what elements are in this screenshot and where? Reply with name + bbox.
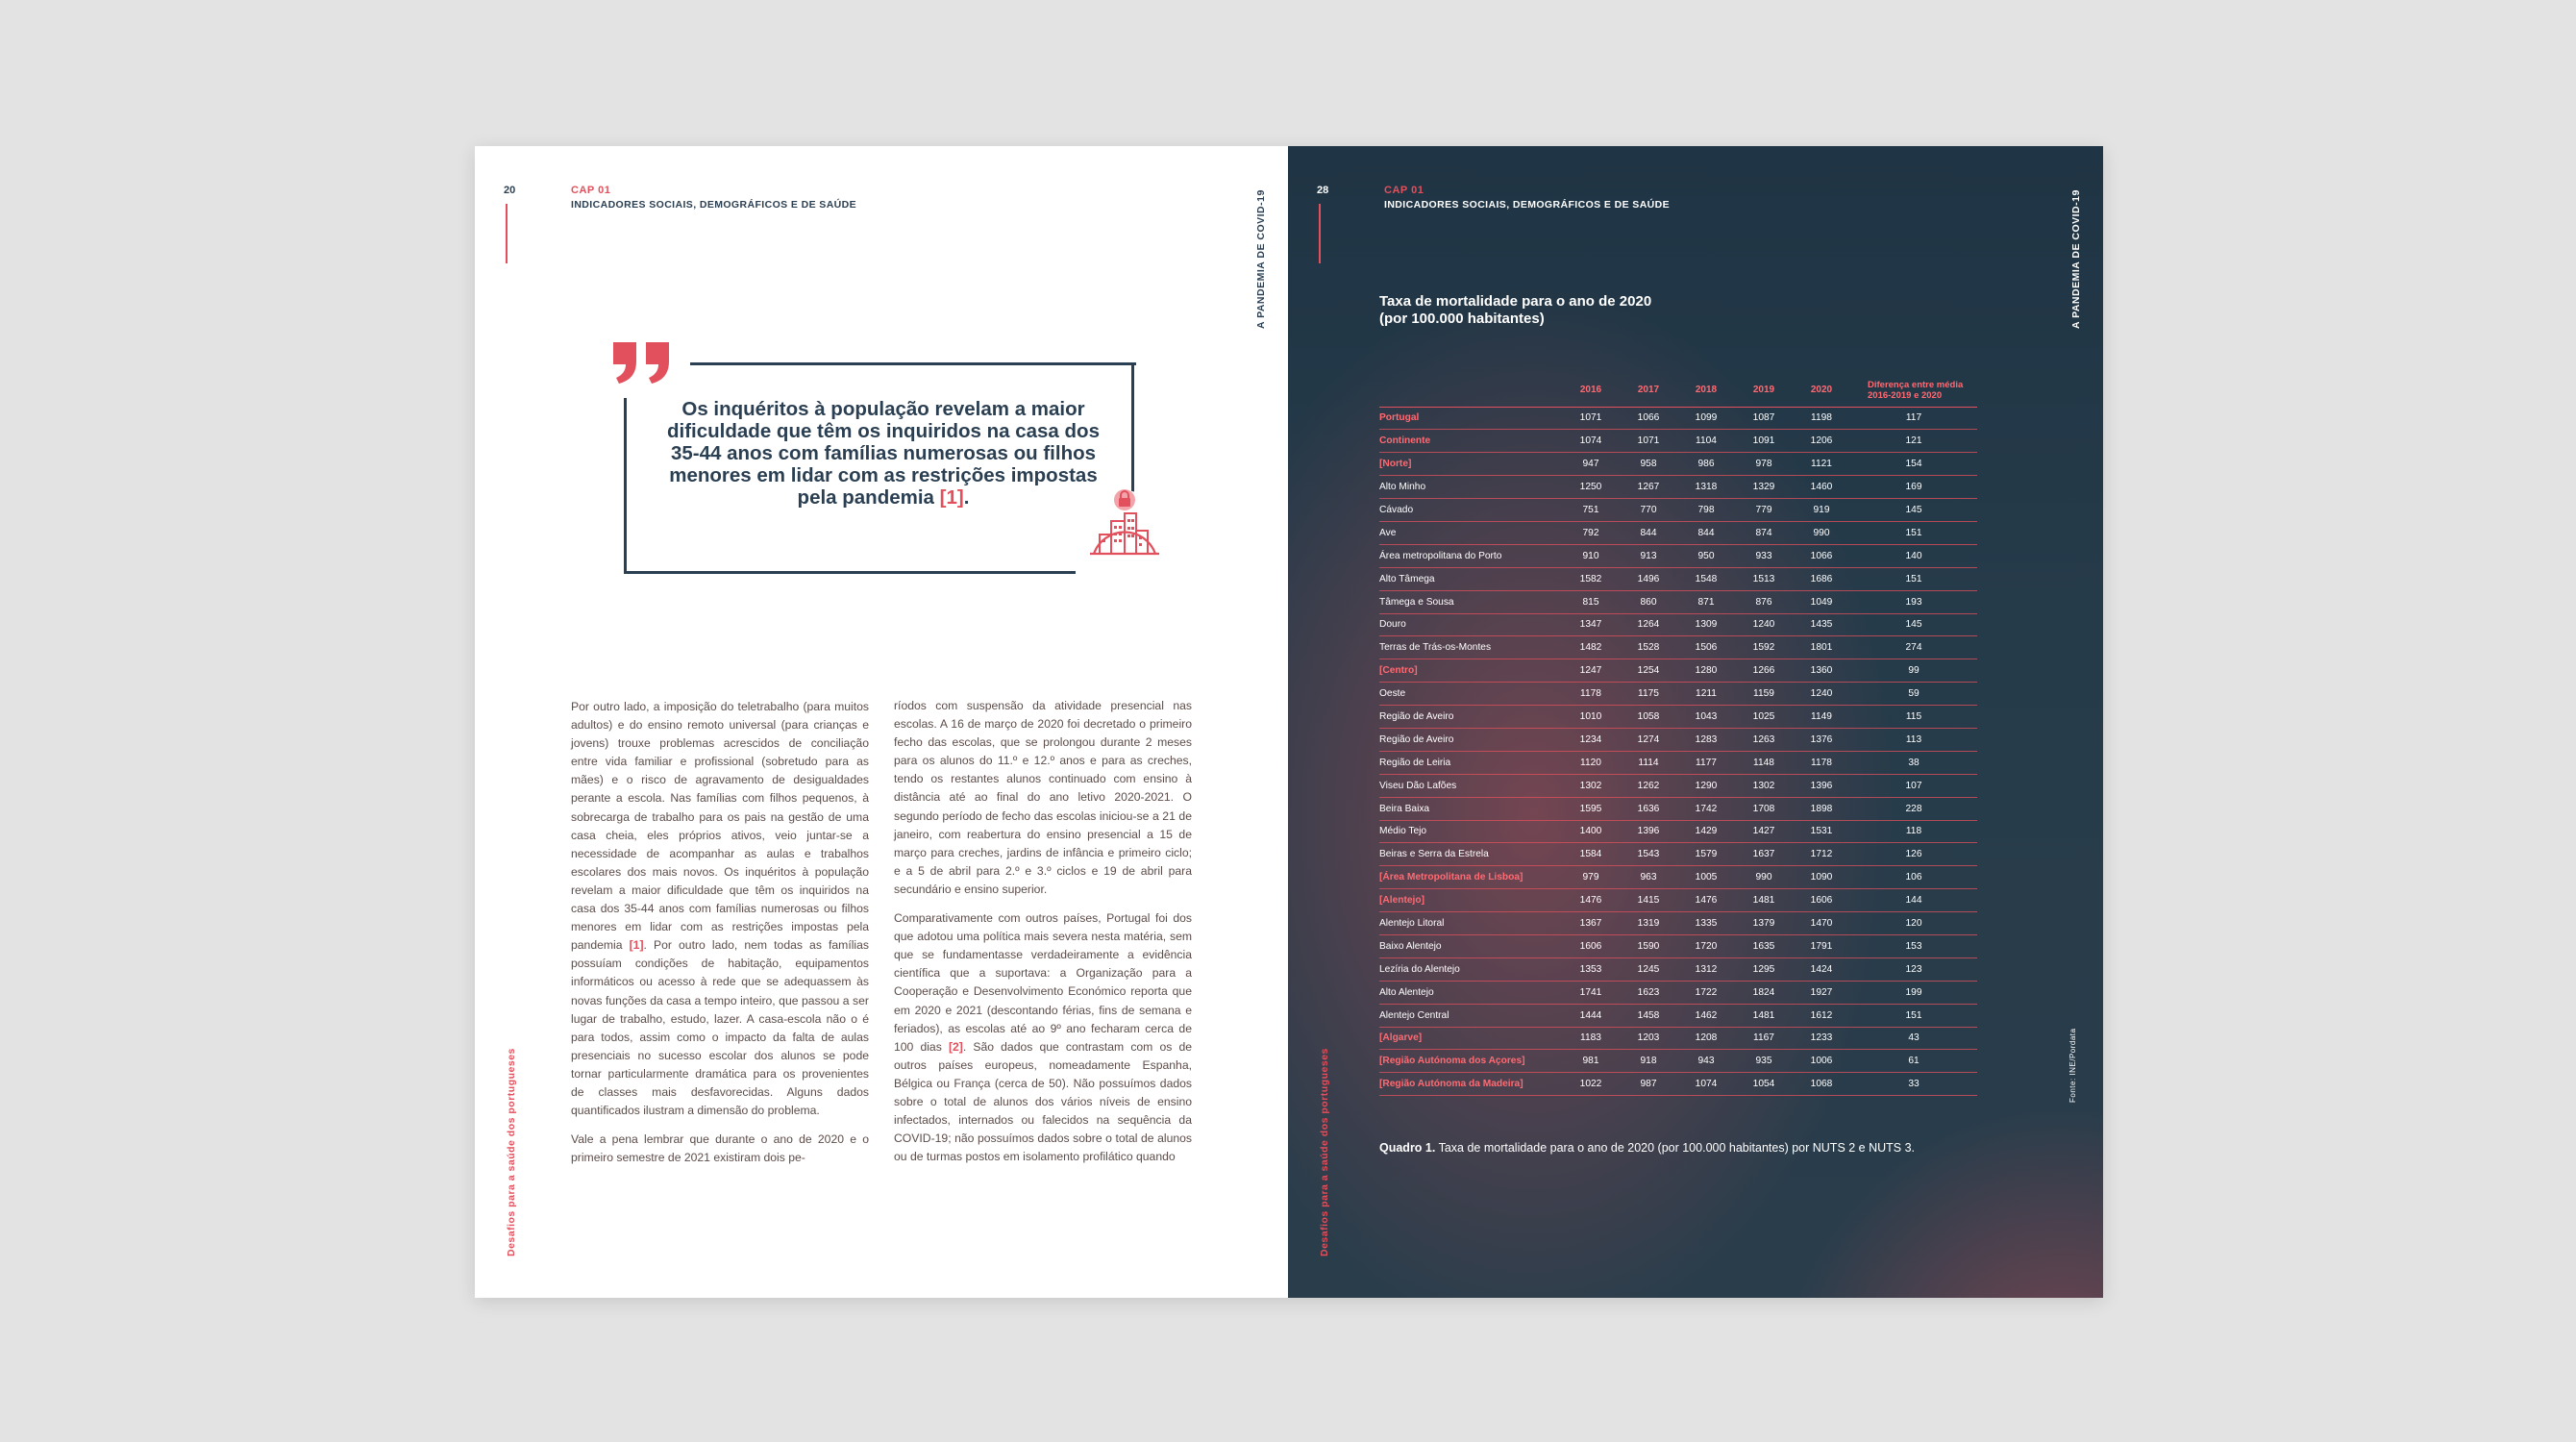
quote-frame-left [624, 398, 627, 574]
table-cell: 1074 [1677, 1073, 1735, 1096]
page-number: 28 [1317, 185, 1329, 196]
table-cell: 1120 [1562, 751, 1620, 774]
table-cell: 169 [1850, 476, 1977, 499]
paragraph-text: . São dados que contrastam com os de outros países europeus, nomeadamente Espanha, Bélgica ou França (cerca de 50). Não possuímos dados sobre o total de alunos dos vários níveis de ensino infectados, internados ou falecidos na sequência da COVID-19; não possuímos dados sobre o total de alunos ou de turmas postos em isolamento profilático quando [894, 1039, 1192, 1164]
table-cell: 1898 [1793, 797, 1850, 820]
table-cell: 1066 [1620, 407, 1677, 430]
table-cell: 193 [1850, 590, 1977, 613]
table-cell: 1400 [1562, 820, 1620, 843]
table-row [1379, 683, 1977, 706]
reference-link[interactable]: [1] [629, 938, 644, 953]
table-cell: 1592 [1735, 636, 1793, 659]
table-cell: 1376 [1793, 728, 1850, 751]
table-cell: 1054 [1735, 1073, 1793, 1096]
row-label: Douro [1379, 613, 1562, 636]
table-cell: 1708 [1735, 797, 1793, 820]
table-row [1379, 476, 1977, 499]
table-cell: 1462 [1677, 1004, 1735, 1027]
table-header: 2019 [1735, 374, 1793, 407]
table-cell: 144 [1850, 889, 1977, 912]
table-cell: 1582 [1562, 567, 1620, 590]
table-cell: 860 [1620, 590, 1677, 613]
table-cell: 1435 [1793, 613, 1850, 636]
section-title: INDICADORES SOCIAIS, DEMOGRÁFICOS E DE SAÚDE [1384, 199, 1671, 211]
table-title-line: Taxa de mortalidade para o ano de 2020 [1379, 293, 1652, 310]
table-cell: 117 [1850, 407, 1977, 430]
row-label: Área metropolitana do Porto [1379, 544, 1562, 567]
table-row [1379, 590, 1977, 613]
table-cell: 1353 [1562, 957, 1620, 981]
table-cell: 1379 [1735, 912, 1793, 935]
row-label: [Centro] [1379, 659, 1562, 683]
table-cell: 1121 [1793, 453, 1850, 476]
table-cell: 1548 [1677, 567, 1735, 590]
table-cell: 798 [1677, 499, 1735, 522]
row-label: Alto Tâmega [1379, 567, 1562, 590]
table-cell: 1470 [1793, 912, 1850, 935]
table-cell: 1247 [1562, 659, 1620, 683]
chapter-label: CAP 01 [571, 185, 611, 196]
table-cell: 1280 [1677, 659, 1735, 683]
table-cell: 38 [1850, 751, 1977, 774]
table-cell: 1167 [1735, 1027, 1793, 1050]
table-cell: 1579 [1677, 843, 1735, 866]
table-cell: 844 [1620, 521, 1677, 544]
red-accent-line [1319, 204, 1321, 263]
table-row [1379, 981, 1977, 1004]
table-cell: 1022 [1562, 1073, 1620, 1096]
table-cell: 1266 [1735, 659, 1793, 683]
table-cell: 1302 [1735, 774, 1793, 797]
table-cell: 106 [1850, 866, 1977, 889]
table-cell: 1198 [1793, 407, 1850, 430]
table-cell: 990 [1793, 521, 1850, 544]
table-cell: 1335 [1677, 912, 1735, 935]
table-cell: 1637 [1735, 843, 1793, 866]
caption-text: Taxa de mortalidade para o ano de 2020 (por 100.000 habitantes) por NUTS 2 e NUTS 3. [1435, 1141, 1916, 1155]
table-cell: 1049 [1793, 590, 1850, 613]
table-cell: 963 [1620, 866, 1677, 889]
right-page [1288, 146, 2103, 1298]
table-cell: 876 [1735, 590, 1793, 613]
table-cell: 1741 [1562, 981, 1620, 1004]
paragraph-text: Comparativamente com outros países, Portugal foi dos que adotou uma política mais severa nesta matéria, sem que se fundamentasse verdadeiramente a evidência científica que a suportava: a Organização para a Cooperação e Desenvolvimento Económico reporta que em 2020 e 2021 (descontando férias, fins de semana e feriados), as escolas até ao 9º ano fecharam cerca de 100 dias [894, 911, 1192, 1054]
table-row [1379, 499, 1977, 522]
table-row [1379, 843, 1977, 866]
body-column-2 [894, 697, 1192, 1177]
row-label: Beira Baixa [1379, 797, 1562, 820]
table-cell: 1159 [1735, 683, 1793, 706]
table-cell: 1290 [1677, 774, 1735, 797]
table-cell: 1606 [1562, 934, 1620, 957]
table-cell: 1025 [1735, 706, 1793, 729]
table-cell: 1636 [1620, 797, 1677, 820]
table-cell: 1595 [1562, 797, 1620, 820]
row-label: Região de Leiria [1379, 751, 1562, 774]
table-cell: 990 [1735, 866, 1793, 889]
table-cell: 1071 [1620, 430, 1677, 453]
table-cell: 151 [1850, 521, 1977, 544]
table-cell: 107 [1850, 774, 1977, 797]
table-row [1379, 1027, 1977, 1050]
row-label: [Área Metropolitana de Lisboa] [1379, 866, 1562, 889]
row-label: Região de Aveiro [1379, 706, 1562, 729]
table-row [1379, 1073, 1977, 1096]
table-cell: 1149 [1793, 706, 1850, 729]
table-cell: 1476 [1562, 889, 1620, 912]
quote-end: . [963, 486, 970, 509]
table-row [1379, 1004, 1977, 1027]
table-cell: 33 [1850, 1073, 1977, 1096]
table-cell: 274 [1850, 636, 1977, 659]
table-cell: 844 [1677, 521, 1735, 544]
table-cell: 99 [1850, 659, 1977, 683]
quote-text [653, 398, 1114, 509]
table-header-label [1379, 374, 1562, 407]
table-cell: 1543 [1620, 843, 1677, 866]
table-cell: 1396 [1620, 820, 1677, 843]
source-note: Fonte: INE/Pordata [2068, 1028, 2077, 1103]
row-label: Alentejo Litoral [1379, 912, 1562, 935]
table-cell: 792 [1562, 521, 1620, 544]
table-cell: 199 [1850, 981, 1977, 1004]
table-cell: 1250 [1562, 476, 1620, 499]
table-cell: 1177 [1677, 751, 1735, 774]
table-cell: 1267 [1620, 476, 1677, 499]
table-row [1379, 1050, 1977, 1073]
table-cell: 1148 [1735, 751, 1793, 774]
row-label: [Região Autónoma dos Açores] [1379, 1050, 1562, 1073]
table-cell: 986 [1677, 453, 1735, 476]
table-row [1379, 430, 1977, 453]
table-cell: 1240 [1793, 683, 1850, 706]
table-cell: 958 [1620, 453, 1677, 476]
table-cell: 1481 [1735, 889, 1793, 912]
table-cell: 145 [1850, 499, 1977, 522]
table-cell: 1347 [1562, 613, 1620, 636]
quote-frame-bottom [624, 571, 1076, 574]
table-cell: 1791 [1793, 934, 1850, 957]
table-row [1379, 659, 1977, 683]
table-cell: 1824 [1735, 981, 1793, 1004]
reference-link[interactable]: [2] [948, 1039, 963, 1054]
page-number: 20 [504, 185, 516, 196]
row-label: Alentejo Central [1379, 1004, 1562, 1027]
table-cell: 1087 [1735, 407, 1793, 430]
table-cell: 1606 [1793, 889, 1850, 912]
row-label: Terras de Trás-os-Montes [1379, 636, 1562, 659]
table-cell: 978 [1735, 453, 1793, 476]
row-label: Cávado [1379, 499, 1562, 522]
table-cell: 1071 [1562, 407, 1620, 430]
table-cell: 43 [1850, 1027, 1977, 1050]
table-row [1379, 934, 1977, 957]
table-cell: 1590 [1620, 934, 1677, 957]
table-cell: 1099 [1677, 407, 1735, 430]
table-title [1379, 293, 1651, 328]
table-cell: 1006 [1793, 1050, 1850, 1073]
table-cell: 113 [1850, 728, 1977, 751]
table-cell: 943 [1677, 1050, 1735, 1073]
row-label: Região de Aveiro [1379, 728, 1562, 751]
table-cell: 1010 [1562, 706, 1620, 729]
table-row [1379, 453, 1977, 476]
table-cell: 1496 [1620, 567, 1677, 590]
quote-mark-icon [611, 340, 673, 385]
table-cell: 770 [1620, 499, 1677, 522]
table-cell: 1635 [1735, 934, 1793, 957]
table-cell: 1686 [1793, 567, 1850, 590]
table-cell: 1612 [1793, 1004, 1850, 1027]
footer-title: Desafios para a saúde dos portugueses [1319, 1048, 1330, 1256]
table-cell: 1263 [1735, 728, 1793, 751]
table-row [1379, 889, 1977, 912]
paragraph: ríodos com suspensão da atividade presencial nas escolas. A 16 de março de 2020 foi decretado o primeiro fecho das escolas, que se prolongou durante 2 meses para os alunos do 11.º e 12.º anos e para as creches, tendo os restantes alunos continuado com ensino à distância até ao final do ano letivo 2020-2021. O segundo período de fecho das escolas iniciou-se a 21 de janeiro, com reabertura do ensino presencial a 15 de março para creches, jardins de infância e primeiro ciclo; e a 5 de abril para 2.º e 3.º ciclos e 19 de abril para secundário e ensino superior. [894, 699, 1192, 896]
table-cell: 228 [1850, 797, 1977, 820]
table-cell: 121 [1850, 430, 1977, 453]
table-row [1379, 797, 1977, 820]
table-header-row [1379, 374, 1977, 407]
table-cell: 1090 [1793, 866, 1850, 889]
row-label: [Alentejo] [1379, 889, 1562, 912]
table-cell: 140 [1850, 544, 1977, 567]
table-cell: 1178 [1562, 683, 1620, 706]
table-cell: 154 [1850, 453, 1977, 476]
table-cell: 919 [1793, 499, 1850, 522]
table-cell: 1274 [1620, 728, 1677, 751]
chapter-label: CAP 01 [1384, 185, 1424, 196]
table-cell: 950 [1677, 544, 1735, 567]
table-cell: 1476 [1677, 889, 1735, 912]
table-cell: 1233 [1793, 1027, 1850, 1050]
red-accent-line [506, 204, 508, 263]
paragraph: Vale a pena lembrar que durante o ano de 2020 e o primeiro semestre de 2021 existiram dois pe- [571, 1132, 869, 1165]
table-cell: 1005 [1677, 866, 1735, 889]
table-cell: 1245 [1620, 957, 1677, 981]
row-label: Oeste [1379, 683, 1562, 706]
table-cell: 935 [1735, 1050, 1793, 1073]
table-cell: 153 [1850, 934, 1977, 957]
table-cell: 1178 [1793, 751, 1850, 774]
table-caption [1379, 1141, 1915, 1155]
mortality-table [1379, 374, 1977, 1096]
table-row [1379, 706, 1977, 729]
table-row [1379, 407, 1977, 430]
quote-body: Os inquéritos à população revelam a maior dificuldade que têm os inquiridos na casa dos 35-44 anos com famílias numerosas ou filhos menores em lidar com as restrições impostas pela pandemia [667, 398, 1100, 509]
row-label: Continente [1379, 430, 1562, 453]
table-cell: 1742 [1677, 797, 1735, 820]
table-row [1379, 866, 1977, 889]
table-cell: 151 [1850, 567, 1977, 590]
table-cell: 123 [1850, 957, 1977, 981]
table-row [1379, 544, 1977, 567]
table-cell: 1183 [1562, 1027, 1620, 1050]
table-cell: 1104 [1677, 430, 1735, 453]
paragraph-text: . Por outro lado, nem todas as famílias possuíam condições de habitação, equipamentos informáticos ou acesso à rede que se adequassem às novas funções da casa a tempo inteiro, que passou a ser lugar de trabalho, estudo, lazer. A casa-escola não o é para todos, assim como o impacto da falta de aulas presenciais no sucesso escolar dos alunos se pode tornar particularmente dramática para os provenientes de classes mais desfavorecidas. Alguns dados quantificados ilustram a dimensão do problema. [571, 938, 869, 1118]
table-header: 2017 [1620, 374, 1677, 407]
row-label: [Algarve] [1379, 1027, 1562, 1050]
table-cell: 1091 [1735, 430, 1793, 453]
table-cell: 913 [1620, 544, 1677, 567]
table-cell: 1722 [1677, 981, 1735, 1004]
row-label: Médio Tejo [1379, 820, 1562, 843]
table-cell: 751 [1562, 499, 1620, 522]
table-cell: 1720 [1677, 934, 1735, 957]
table-cell: 1367 [1562, 912, 1620, 935]
city-lock-icon [1086, 485, 1163, 561]
table-cell: 1262 [1620, 774, 1677, 797]
table-row [1379, 567, 1977, 590]
section-title: INDICADORES SOCIAIS, DEMOGRÁFICOS E DE SAÚDE [571, 199, 857, 211]
table-row [1379, 728, 1977, 751]
table-cell: 1531 [1793, 820, 1850, 843]
table-header: 2020 [1793, 374, 1850, 407]
table-cell: 1312 [1677, 957, 1735, 981]
row-label: Portugal [1379, 407, 1562, 430]
row-label: Viseu Dão Lafões [1379, 774, 1562, 797]
table-cell: 1506 [1677, 636, 1735, 659]
paragraph [571, 698, 869, 1120]
table-cell: 1254 [1620, 659, 1677, 683]
row-label: [Região Autónoma da Madeira] [1379, 1073, 1562, 1096]
table-cell: 1623 [1620, 981, 1677, 1004]
table-cell: 1424 [1793, 957, 1850, 981]
table-cell: 120 [1850, 912, 1977, 935]
table-cell: 115 [1850, 706, 1977, 729]
table-cell: 126 [1850, 843, 1977, 866]
table-cell: 918 [1620, 1050, 1677, 1073]
table-cell: 1318 [1677, 476, 1735, 499]
table-cell: 1584 [1562, 843, 1620, 866]
table-cell: 1429 [1677, 820, 1735, 843]
row-label: Beiras e Serra da Estrela [1379, 843, 1562, 866]
table-cell: 1712 [1793, 843, 1850, 866]
table-cell: 1058 [1620, 706, 1677, 729]
table-cell: 1074 [1562, 430, 1620, 453]
table-cell: 1329 [1735, 476, 1793, 499]
table-cell: 1309 [1677, 613, 1735, 636]
table-cell: 151 [1850, 1004, 1977, 1027]
table-cell: 815 [1562, 590, 1620, 613]
table-cell: 1203 [1620, 1027, 1677, 1050]
row-label: Alto Alentejo [1379, 981, 1562, 1004]
table-cell: 1319 [1620, 912, 1677, 935]
table-cell: 874 [1735, 521, 1793, 544]
quote-reference: [1] [939, 486, 964, 509]
footer-title: Desafios para a saúde dos portugueses [506, 1048, 517, 1256]
table-row [1379, 521, 1977, 544]
table-cell: 61 [1850, 1050, 1977, 1073]
paragraph-text: Por outro lado, a imposição do teletrabalho (para muitos adultos) e do ensino remoto universal (para crianças e jovens) trouxe problemas acrescidos de conciliação entre vida familiar e profissional (sobretudo para as mães) e o risco de agravamento de desigualdades perante a escola. Nas famílias com filhos pequenos, à sobrecarga de trabalho para os pais na gestão de uma casa cheia, eles próprios ativos, veio juntar-se a necessidade de acompanhar as aulas e trabalhos escolares dos mais novos. Os inquéritos à população revelam a maior dificuldade que têm os inquiridos na casa dos 35-44 anos com famílias numerosas ou filhos menores em lidar com as restrições impostas pela pandemia [571, 700, 869, 953]
table-header: Diferença entre média 2016-2019 e 2020 [1850, 374, 1977, 407]
table-cell: 947 [1562, 453, 1620, 476]
left-page [475, 146, 1288, 1298]
table-cell: 1264 [1620, 613, 1677, 636]
table-row [1379, 912, 1977, 935]
row-label: Ave [1379, 521, 1562, 544]
table-cell: 118 [1850, 820, 1977, 843]
quote-frame-top [690, 362, 1136, 365]
table-cell: 1066 [1793, 544, 1850, 567]
table-cell: 979 [1562, 866, 1620, 889]
table-header: 2016 [1562, 374, 1620, 407]
table-cell: 871 [1677, 590, 1735, 613]
table-title-line: (por 100.000 habitantes) [1379, 311, 1545, 327]
table-cell: 1396 [1793, 774, 1850, 797]
table-row [1379, 636, 1977, 659]
paragraph [894, 909, 1192, 1166]
side-title: A PANDEMIA DE COVID-19 [1255, 189, 1267, 329]
table-cell: 981 [1562, 1050, 1620, 1073]
table-row [1379, 751, 1977, 774]
row-label: Baixo Alentejo [1379, 934, 1562, 957]
table-cell: 779 [1735, 499, 1793, 522]
table-cell: 1458 [1620, 1004, 1677, 1027]
table-cell: 1283 [1677, 728, 1735, 751]
table-cell: 1427 [1735, 820, 1793, 843]
table-cell: 933 [1735, 544, 1793, 567]
table-cell: 1528 [1620, 636, 1677, 659]
magazine-spread [475, 146, 2103, 1298]
table-cell: 1302 [1562, 774, 1620, 797]
table-row [1379, 820, 1977, 843]
table-row [1379, 957, 1977, 981]
table-cell: 1206 [1793, 430, 1850, 453]
table-cell: 1208 [1677, 1027, 1735, 1050]
table-cell: 1114 [1620, 751, 1677, 774]
table-cell: 1444 [1562, 1004, 1620, 1027]
table-cell: 1927 [1793, 981, 1850, 1004]
table-cell: 1482 [1562, 636, 1620, 659]
caption-label: Quadro 1. [1379, 1141, 1436, 1155]
table-cell: 1513 [1735, 567, 1793, 590]
side-title: A PANDEMIA DE COVID-19 [2070, 189, 2082, 329]
table-header: 2018 [1677, 374, 1735, 407]
row-label: Tâmega e Sousa [1379, 590, 1562, 613]
table-cell: 1175 [1620, 683, 1677, 706]
row-label: Alto Minho [1379, 476, 1562, 499]
table-cell: 145 [1850, 613, 1977, 636]
table-cell: 59 [1850, 683, 1977, 706]
table-cell: 1043 [1677, 706, 1735, 729]
table-cell: 1211 [1677, 683, 1735, 706]
table-cell: 1068 [1793, 1073, 1850, 1096]
table-cell: 1481 [1735, 1004, 1793, 1027]
table-cell: 1460 [1793, 476, 1850, 499]
table-cell: 910 [1562, 544, 1620, 567]
table-cell: 1360 [1793, 659, 1850, 683]
table-cell: 1415 [1620, 889, 1677, 912]
row-label: [Norte] [1379, 453, 1562, 476]
table-body [1379, 407, 1977, 1096]
table-cell: 1240 [1735, 613, 1793, 636]
body-column-1 [571, 698, 869, 1178]
table-cell: 1234 [1562, 728, 1620, 751]
table-row [1379, 613, 1977, 636]
table-row [1379, 774, 1977, 797]
row-label: Lezíria do Alentejo [1379, 957, 1562, 981]
table-cell: 987 [1620, 1073, 1677, 1096]
table-cell: 1801 [1793, 636, 1850, 659]
table-cell: 1295 [1735, 957, 1793, 981]
